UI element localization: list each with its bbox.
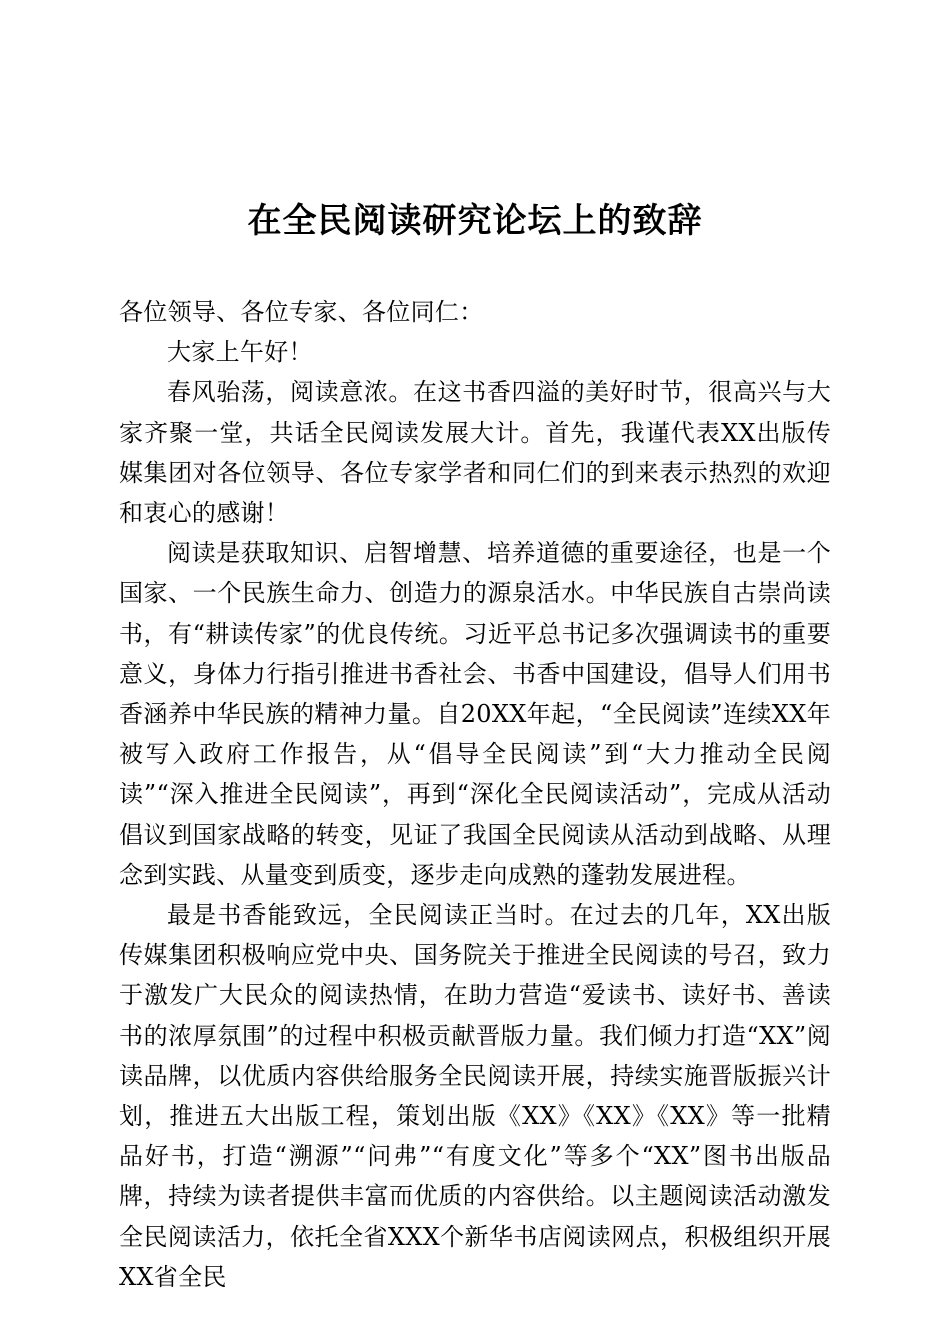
paragraph-welcome: 春风骀荡，阅读意浓。在这书香四溢的美好时节，很高兴与大家齐聚一堂，共话全民阅读发展大计。首先，我谨代表XX出版传媒集团对各位领导、各位专家学者和同仁们的到来表示热烈的欢迎和衷心的感谢！ [119,378,831,528]
paragraph-reading-importance: 阅读是获取知识、启智增慧、培养道德的重要途径，也是一个国家、一个民族生命力、创造力的源泉活水。中华民族自古崇尚读书，有“耕读传家”的优良传统。习近平总书记多次强调读书的重要意义，身体力行指引推进书香社会、书香中国建设，倡导人们用书香涵养中华民族的精神力量。自20XX年起，“全民阅读”连续XX年被写入政府工作报告，从“倡导全民阅读”到“大力推动全民阅读”“深入推进全民阅读”，再到“深化全民阅读活动”，完成从活动倡议到国家战略的转变，见证了我国全民阅读从活动到战略、从理念到实践、从量变到质变，逐步走向成熟的蓬勃发展进程。 [119,539,831,889]
document-body [119,292,831,1297]
paragraph-greeting: 大家上午好！ [167,338,313,367]
paragraph-group-achievements: 最是书香能致远，全民阅读正当时。在过去的几年，XX出版传媒集团积极响应党中央、国务院关于推进全民阅读的号召，致力于激发广大民众的阅读热情，在助力营造“爱读书、读好书、善读书的浓厚氛围”的过程中积极贡献晋版力量。我们倾力打造“XX”阅读品牌，以优质内容供给服务全民阅读开展，持续实施晋版振兴计划，推进五大出版工程，策划出版《XX》《XX》《XX》等一批精品好书，打造“溯源”“问弗”“有度文化”等多个“XX”图书出版品牌，持续为读者提供丰富而优质的内容供给。以主题阅读活动激发全民阅读活力，依托全省XXX个新华书店阅读网点，积极组织开展XX省全民 [119,901,831,1291]
salutation: 各位领导、各位专家、各位同仁： [119,298,484,326]
document-title: 在全民阅读研究论坛上的致辞 [247,201,703,241]
